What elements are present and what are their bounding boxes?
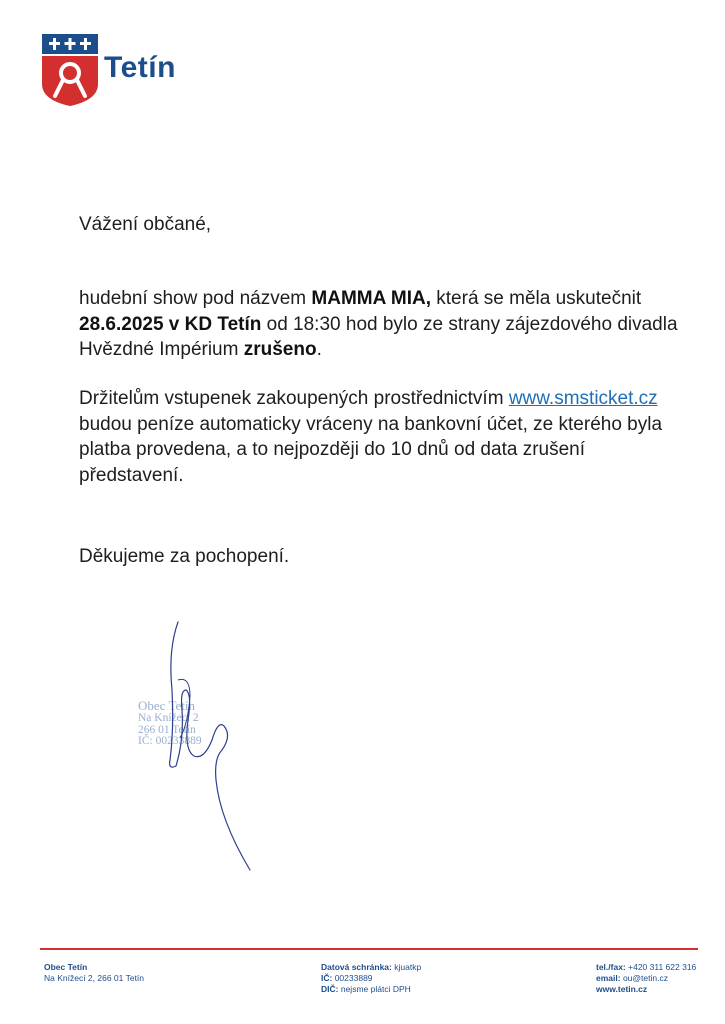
footer-address — [44, 962, 144, 984]
p2-text-1: Držitelům vstupenek zakoupených prostřednictvím — [79, 388, 509, 409]
closing-thanks: Děkujeme za pochopení. — [79, 546, 290, 567]
p2-text-2: budou peníze automaticky vráceny na bankovní účet, ze kterého byla platba provedena, a to nejpozději do 10 dnů od data zrušení představení. — [79, 413, 663, 486]
show-name: MAMMA MIA, — [311, 288, 431, 309]
greeting: Vážení občané, — [79, 214, 212, 235]
smsticket-link[interactable]: www.smsticket.cz — [508, 388, 658, 409]
stamp-line-4: IČ: 00233889 — [138, 735, 202, 747]
p1-text-4: . — [316, 339, 322, 360]
footer-divider — [40, 948, 698, 950]
footer-contact — [596, 962, 696, 995]
footer-data-box: Datová schránka: kjuatkp — [321, 962, 422, 972]
logo-text: Tetín — [104, 51, 176, 84]
footer-website[interactable]: www.tetin.cz — [596, 984, 648, 994]
footer-org-name: Obec Tetín — [44, 962, 88, 972]
footer-address-line: Na Knížecí 2, 266 01 Tetín — [44, 973, 145, 983]
cancelled-word: zrušeno — [243, 339, 317, 360]
paragraph-refund — [79, 386, 679, 488]
p1-text-2: která se měla uskutečnit — [431, 288, 642, 309]
footer-dic: DIČ: nejsme plátci DPH — [321, 984, 411, 994]
p1-text-1: hudební show pod názvem — [79, 288, 312, 309]
footer-ic: IČ: 00233889 — [321, 973, 373, 983]
signature-icon — [150, 620, 270, 880]
paragraph-cancellation — [79, 286, 679, 363]
coat-of-arms-icon — [42, 34, 100, 108]
p1-text-3: od 18:30 hod bylo ze strany zájezdového divadla Hvězdné Impérium — [79, 313, 678, 360]
footer-phone: tel./fax: +420 311 622 316 — [596, 962, 697, 972]
municipality-logo — [42, 34, 202, 108]
footer-ids — [321, 962, 421, 995]
stamp-line-1: Obec Tetín — [138, 698, 195, 713]
stamp-line-2: Na Knížecí 2 — [138, 712, 199, 724]
footer-email: email: ou@tetin.cz — [596, 973, 668, 983]
event-date-venue: 28.6.2025 v KD Tetín — [79, 313, 262, 335]
stamp-line-3: 266 01 Tetín — [138, 723, 196, 736]
